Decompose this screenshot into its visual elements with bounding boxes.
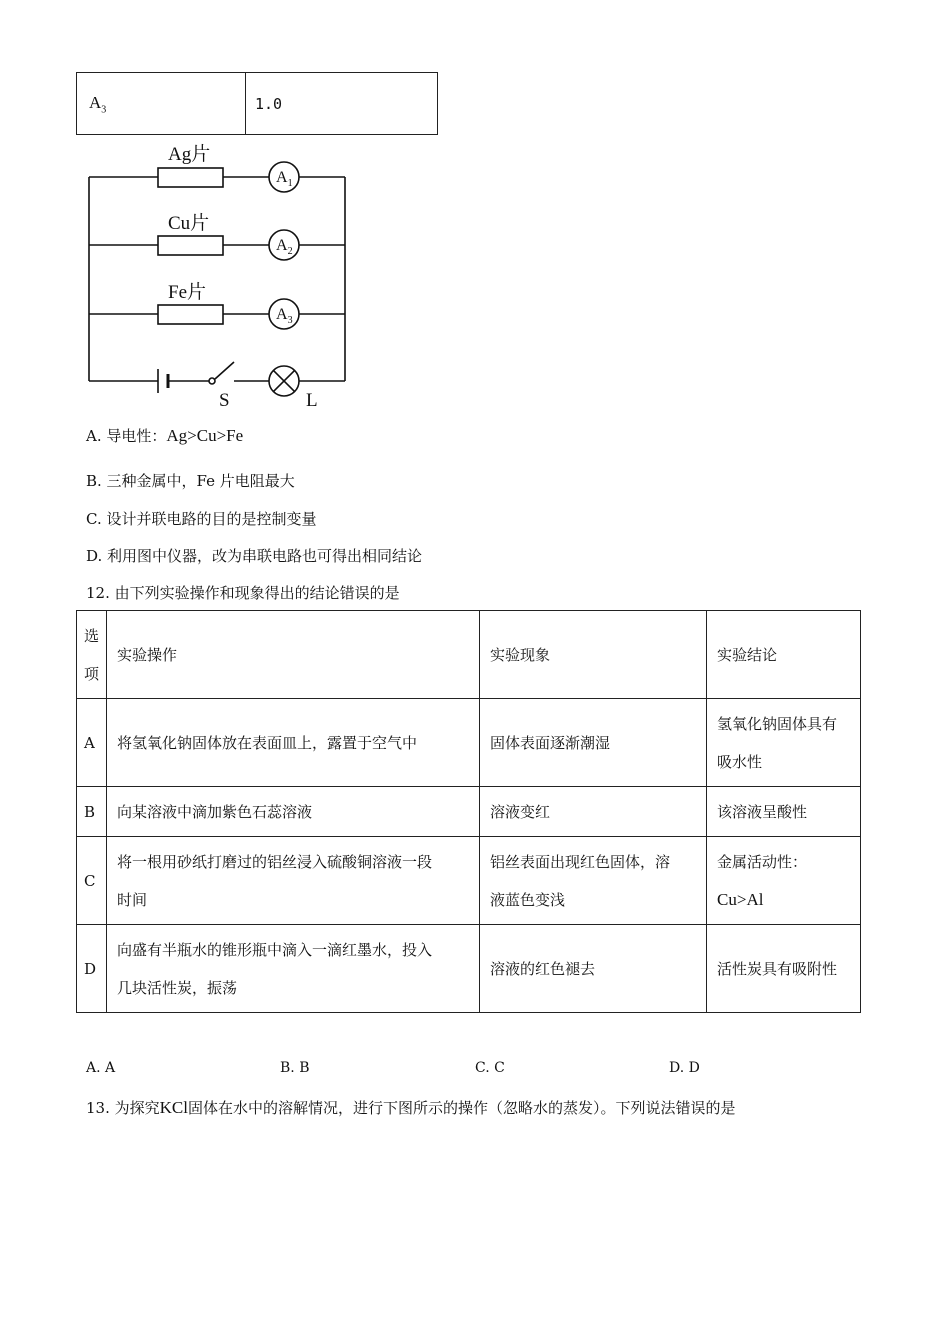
table-row: [77, 787, 861, 837]
table-row: [77, 925, 861, 1013]
header-phenomenon: 实验现象: [480, 611, 707, 699]
header-conclusion: 实验结论: [707, 611, 861, 699]
switch-label: S: [219, 390, 230, 411]
a2-label: $A_2$: [276, 237, 293, 257]
row-phenomenon: 铝丝表面出现红色固体，溶 液蓝色变浅: [480, 837, 707, 925]
row-operation: 将一根用砂纸打磨过的铝丝浸入硫酸铜溶液一段 时间: [107, 837, 480, 925]
row-option: A: [77, 699, 107, 787]
row-conclusion: 活性炭具有吸附性: [707, 925, 861, 1013]
a3-label: $A_3$: [276, 306, 293, 326]
table-header-row: [77, 611, 861, 699]
ag-label: Ag片: [168, 144, 211, 165]
row-operation: 将氢氧化钠固体放在表面皿上，露置于空气中: [107, 699, 480, 787]
question-12-stem: 12. 由下列实验操作和现象得出的结论错误的是: [86, 584, 400, 602]
header-option: 选 项: [77, 611, 107, 699]
table-row: [77, 699, 861, 787]
row-operation: 向盛有半瓶水的锥形瓶中滴入一滴红墨水，投入 几块活性炭，振荡: [107, 925, 480, 1013]
ammeter-label-cell: $A_3$: [89, 93, 107, 116]
table-row: [77, 837, 861, 925]
cu-label: Cu片: [168, 213, 210, 234]
switch-pivot: [209, 378, 215, 384]
answer-choice-a: A. A: [86, 1060, 116, 1076]
cu-resistor: [158, 236, 223, 255]
option-a: A. 导电性：Ag>Cu>Fe: [86, 426, 244, 445]
ag-resistor: [158, 168, 223, 187]
fe-resistor: [158, 305, 223, 324]
data-table-fragment: [76, 72, 438, 135]
row-phenomenon: 固体表面逐渐潮湿: [480, 699, 707, 787]
row-conclusion: 该溶液呈酸性: [707, 787, 861, 837]
row-option: C: [77, 837, 107, 925]
table-divider: [245, 73, 246, 134]
option-d: D. 利用图中仪器，改为串联电路也可得出相同结论: [86, 547, 423, 565]
answer-choice-d: D. D: [669, 1060, 700, 1076]
row-conclusion: 金属活动性： Cu>Al: [707, 837, 861, 925]
row-conclusion: 氢氧化钠固体具有 吸水性: [707, 699, 861, 787]
row-phenomenon: 溶液的红色褪去: [480, 925, 707, 1013]
answer-choice-b: B. B: [280, 1060, 310, 1076]
row-option: D: [77, 925, 107, 1013]
experiment-table: [76, 610, 861, 1013]
lamp-label: L: [306, 390, 318, 411]
current-value-cell: 1.0: [255, 95, 283, 113]
question-13-stem: 13. 为探究KCl固体在水中的溶解情况，进行下图所示的操作（忽略水的蒸发）。下列说法错误的是: [86, 1098, 736, 1117]
answer-choice-c: C. C: [475, 1060, 505, 1076]
option-c: C. 设计并联电路的目的是控制变量: [86, 510, 317, 528]
row-option: B: [77, 787, 107, 837]
row-phenomenon: 溶液变红: [480, 787, 707, 837]
circuit-diagram: [76, 140, 356, 415]
fe-label: Fe片: [168, 282, 207, 303]
switch-blade: [215, 362, 234, 379]
row-operation: 向某溶液中滴加紫色石蕊溶液: [107, 787, 480, 837]
option-b: B. 三种金属中，Fe 片电阻最大: [86, 472, 295, 490]
a1-label: $A_1$: [276, 169, 293, 189]
header-operation: 实验操作: [107, 611, 480, 699]
